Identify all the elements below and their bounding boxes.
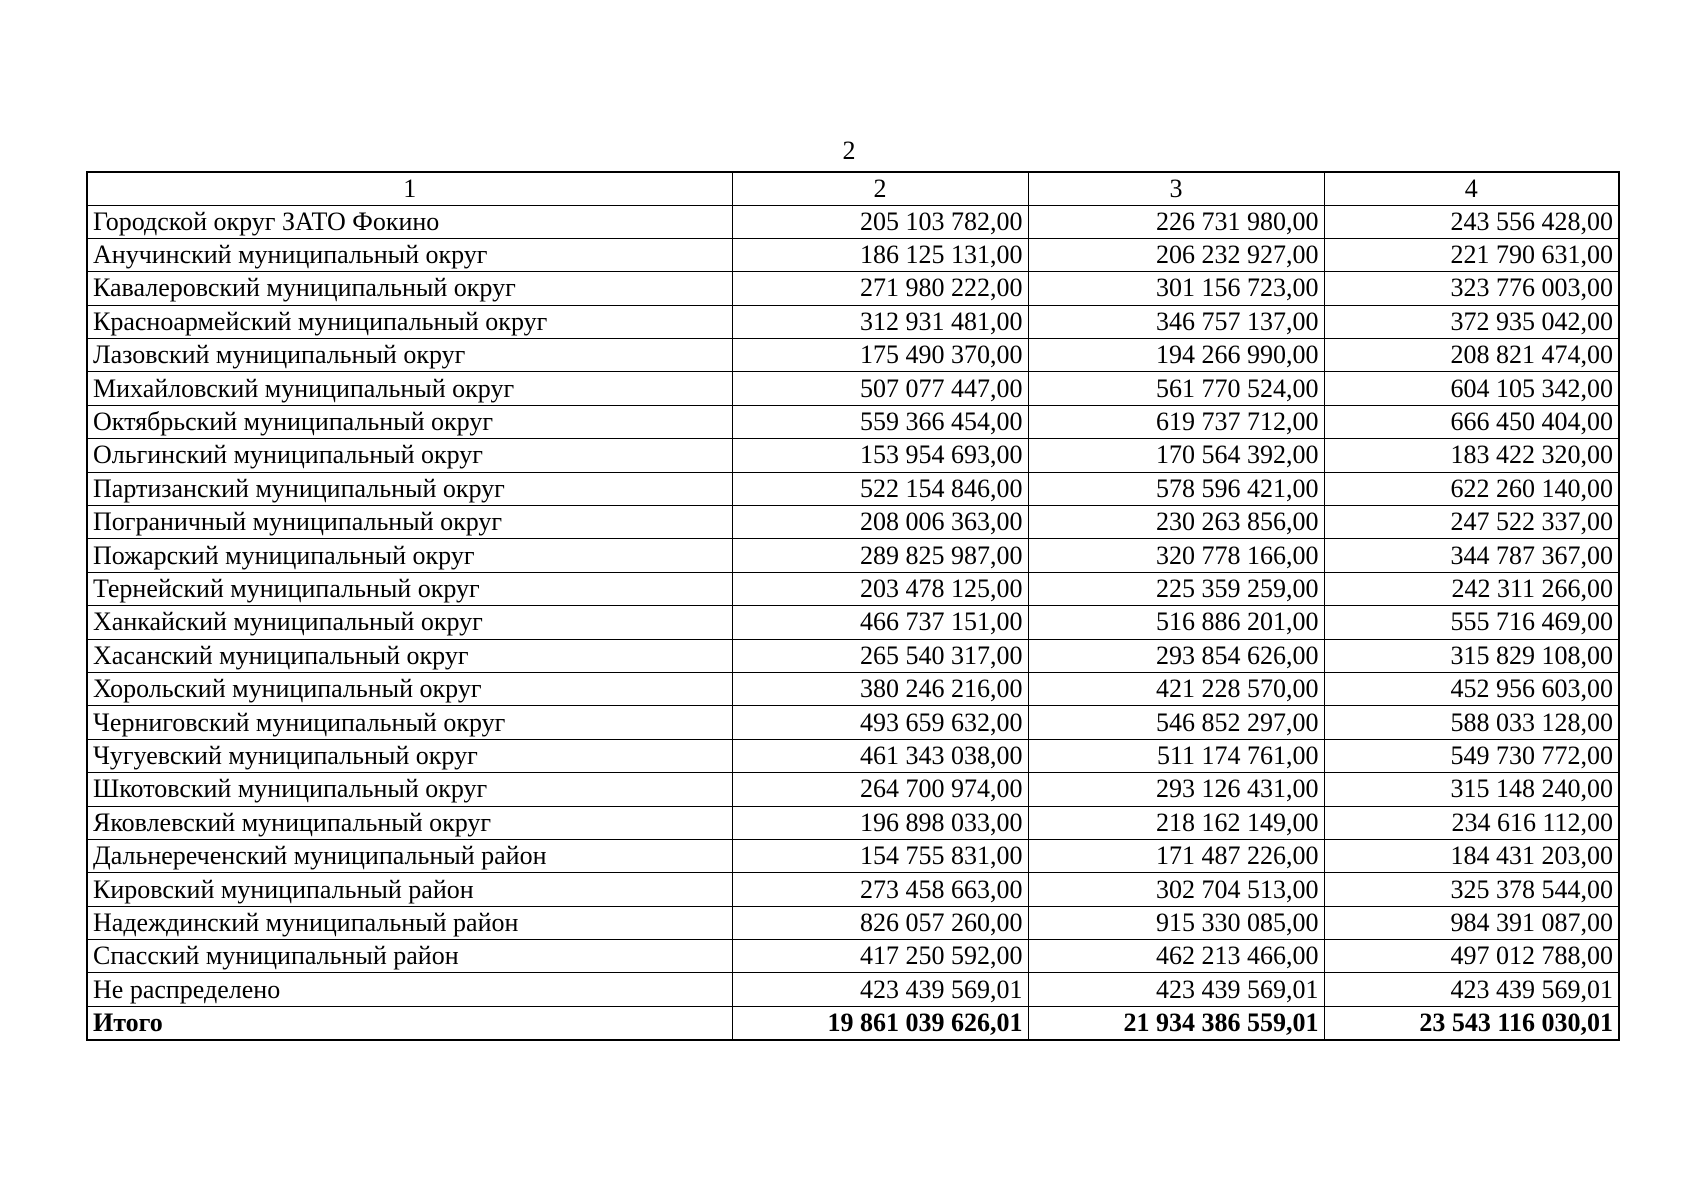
municipality-name-cell: Ольгинский муниципальный округ	[87, 439, 732, 472]
column-number-3: 3	[1028, 172, 1324, 205]
municipality-name-cell: Пожарский муниципальный округ	[87, 539, 732, 572]
amount-cell: 242 311 266,00	[1324, 572, 1619, 605]
amount-cell: 315 829 108,00	[1324, 639, 1619, 672]
municipality-name-cell: Яковлевский муниципальный округ	[87, 806, 732, 839]
amount-cell: 225 359 259,00	[1028, 572, 1324, 605]
amount-cell: 511 174 761,00	[1028, 739, 1324, 772]
page-number: 2	[842, 136, 856, 165]
amount-cell: 516 886 201,00	[1028, 606, 1324, 639]
total-row	[87, 1006, 1619, 1039]
amount-cell: 915 330 085,00	[1028, 906, 1324, 939]
amount-cell: 522 154 846,00	[732, 472, 1028, 505]
table-row	[87, 839, 1619, 872]
amount-cell: 604 105 342,00	[1324, 372, 1619, 405]
table-row	[87, 706, 1619, 739]
amount-cell: 208 821 474,00	[1324, 339, 1619, 372]
amount-cell: 218 162 149,00	[1028, 806, 1324, 839]
amount-cell: 206 232 927,00	[1028, 238, 1324, 271]
amount-cell: 226 731 980,00	[1028, 205, 1324, 238]
municipality-name-cell: Партизанский муниципальный округ	[87, 472, 732, 505]
table-row	[87, 506, 1619, 539]
amount-cell: 452 956 603,00	[1324, 672, 1619, 705]
amount-cell: 380 246 216,00	[732, 672, 1028, 705]
amount-cell: 461 343 038,00	[732, 739, 1028, 772]
amount-cell: 19 861 039 626,01	[732, 1006, 1028, 1039]
municipality-name-cell: Красноармейский муниципальный округ	[87, 305, 732, 338]
municipality-name-cell: Тернейский муниципальный округ	[87, 572, 732, 605]
amount-cell: 546 852 297,00	[1028, 706, 1324, 739]
amount-cell: 153 954 693,00	[732, 439, 1028, 472]
amount-cell: 493 659 632,00	[732, 706, 1028, 739]
amount-cell: 293 126 431,00	[1028, 773, 1324, 806]
amount-cell: 466 737 151,00	[732, 606, 1028, 639]
amount-cell: 423 439 569,01	[1324, 973, 1619, 1006]
amount-cell: 203 478 125,00	[732, 572, 1028, 605]
table-row	[87, 639, 1619, 672]
table-row	[87, 339, 1619, 372]
amount-cell: 21 934 386 559,01	[1028, 1006, 1324, 1039]
amount-cell: 372 935 042,00	[1324, 305, 1619, 338]
amount-cell: 462 213 466,00	[1028, 940, 1324, 973]
amount-cell: 666 450 404,00	[1324, 405, 1619, 438]
amount-cell: 312 931 481,00	[732, 305, 1028, 338]
table-row	[87, 739, 1619, 772]
table-header	[87, 172, 1619, 205]
municipality-name-cell: Итого	[87, 1006, 732, 1039]
municipality-name-cell: Лазовский муниципальный округ	[87, 339, 732, 372]
table-row	[87, 372, 1619, 405]
amount-cell: 234 616 112,00	[1324, 806, 1619, 839]
amount-cell: 186 125 131,00	[732, 238, 1028, 271]
table-row	[87, 238, 1619, 271]
municipality-name-cell: Анучинский муниципальный округ	[87, 238, 732, 271]
amount-cell: 265 540 317,00	[732, 639, 1028, 672]
amount-cell: 423 439 569,01	[732, 973, 1028, 1006]
amount-cell: 421 228 570,00	[1028, 672, 1324, 705]
table-body	[87, 205, 1619, 1040]
amount-cell: 247 522 337,00	[1324, 506, 1619, 539]
amount-cell: 302 704 513,00	[1028, 873, 1324, 906]
amount-cell: 826 057 260,00	[732, 906, 1028, 939]
amount-cell: 183 422 320,00	[1324, 439, 1619, 472]
amount-cell: 417 250 592,00	[732, 940, 1028, 973]
municipality-name-cell: Чугуевский муниципальный округ	[87, 739, 732, 772]
amount-cell: 196 898 033,00	[732, 806, 1028, 839]
table-row	[87, 272, 1619, 305]
amount-cell: 293 854 626,00	[1028, 639, 1324, 672]
table-row	[87, 472, 1619, 505]
municipality-name-cell: Шкотовский муниципальный округ	[87, 773, 732, 806]
amount-cell: 184 431 203,00	[1324, 839, 1619, 872]
amount-cell: 497 012 788,00	[1324, 940, 1619, 973]
municipality-name-cell: Дальнереченский муниципальный район	[87, 839, 732, 872]
table-row	[87, 539, 1619, 572]
municipality-name-cell: Хасанский муниципальный округ	[87, 639, 732, 672]
column-number-1: 1	[87, 172, 732, 205]
municipality-name-cell: Кировский муниципальный район	[87, 873, 732, 906]
column-number-2: 2	[732, 172, 1028, 205]
amount-cell: 273 458 663,00	[732, 873, 1028, 906]
amount-cell: 194 266 990,00	[1028, 339, 1324, 372]
amount-cell: 264 700 974,00	[732, 773, 1028, 806]
amount-cell: 301 156 723,00	[1028, 272, 1324, 305]
amount-cell: 208 006 363,00	[732, 506, 1028, 539]
amount-cell: 154 755 831,00	[732, 839, 1028, 872]
budget-table	[86, 171, 1620, 1041]
municipality-name-cell: Надеждинский муниципальный район	[87, 906, 732, 939]
amount-cell: 320 778 166,00	[1028, 539, 1324, 572]
table-row	[87, 940, 1619, 973]
amount-cell: 561 770 524,00	[1028, 372, 1324, 405]
table-row	[87, 405, 1619, 438]
amount-cell: 344 787 367,00	[1324, 539, 1619, 572]
table-row	[87, 439, 1619, 472]
amount-cell: 619 737 712,00	[1028, 405, 1324, 438]
amount-cell: 578 596 421,00	[1028, 472, 1324, 505]
municipality-name-cell: Ханкайский муниципальный округ	[87, 606, 732, 639]
table-row	[87, 773, 1619, 806]
table-row	[87, 606, 1619, 639]
table-row	[87, 305, 1619, 338]
amount-cell: 323 776 003,00	[1324, 272, 1619, 305]
amount-cell: 230 263 856,00	[1028, 506, 1324, 539]
amount-cell: 175 490 370,00	[732, 339, 1028, 372]
amount-cell: 289 825 987,00	[732, 539, 1028, 572]
amount-cell: 423 439 569,01	[1028, 973, 1324, 1006]
amount-cell: 243 556 428,00	[1324, 205, 1619, 238]
column-number-4: 4	[1324, 172, 1619, 205]
table-row	[87, 873, 1619, 906]
municipality-name-cell: Кавалеровский муниципальный округ	[87, 272, 732, 305]
table-row	[87, 973, 1619, 1006]
amount-cell: 555 716 469,00	[1324, 606, 1619, 639]
municipality-name-cell: Черниговский муниципальный округ	[87, 706, 732, 739]
municipality-name-cell: Не распределено	[87, 973, 732, 1006]
header-row	[87, 172, 1619, 205]
amount-cell: 507 077 447,00	[732, 372, 1028, 405]
municipality-name-cell: Михайловский муниципальный округ	[87, 372, 732, 405]
amount-cell: 549 730 772,00	[1324, 739, 1619, 772]
municipality-name-cell: Октябрьский муниципальный округ	[87, 405, 732, 438]
table-row	[87, 572, 1619, 605]
amount-cell: 346 757 137,00	[1028, 305, 1324, 338]
amount-cell: 205 103 782,00	[732, 205, 1028, 238]
table-row	[87, 205, 1619, 238]
amount-cell: 315 148 240,00	[1324, 773, 1619, 806]
amount-cell: 171 487 226,00	[1028, 839, 1324, 872]
amount-cell: 271 980 222,00	[732, 272, 1028, 305]
table-row	[87, 906, 1619, 939]
amount-cell: 170 564 392,00	[1028, 439, 1324, 472]
amount-cell: 622 260 140,00	[1324, 472, 1619, 505]
amount-cell: 588 033 128,00	[1324, 706, 1619, 739]
table-row	[87, 806, 1619, 839]
amount-cell: 559 366 454,00	[732, 405, 1028, 438]
municipality-name-cell: Городской округ ЗАТО Фокино	[87, 205, 732, 238]
municipality-name-cell: Пограничный муниципальный округ	[87, 506, 732, 539]
amount-cell: 23 543 116 030,01	[1324, 1006, 1619, 1039]
amount-cell: 984 391 087,00	[1324, 906, 1619, 939]
amount-cell: 325 378 544,00	[1324, 873, 1619, 906]
municipality-name-cell: Спасский муниципальный район	[87, 940, 732, 973]
amount-cell: 221 790 631,00	[1324, 238, 1619, 271]
table-row	[87, 672, 1619, 705]
municipality-name-cell: Хорольский муниципальный округ	[87, 672, 732, 705]
